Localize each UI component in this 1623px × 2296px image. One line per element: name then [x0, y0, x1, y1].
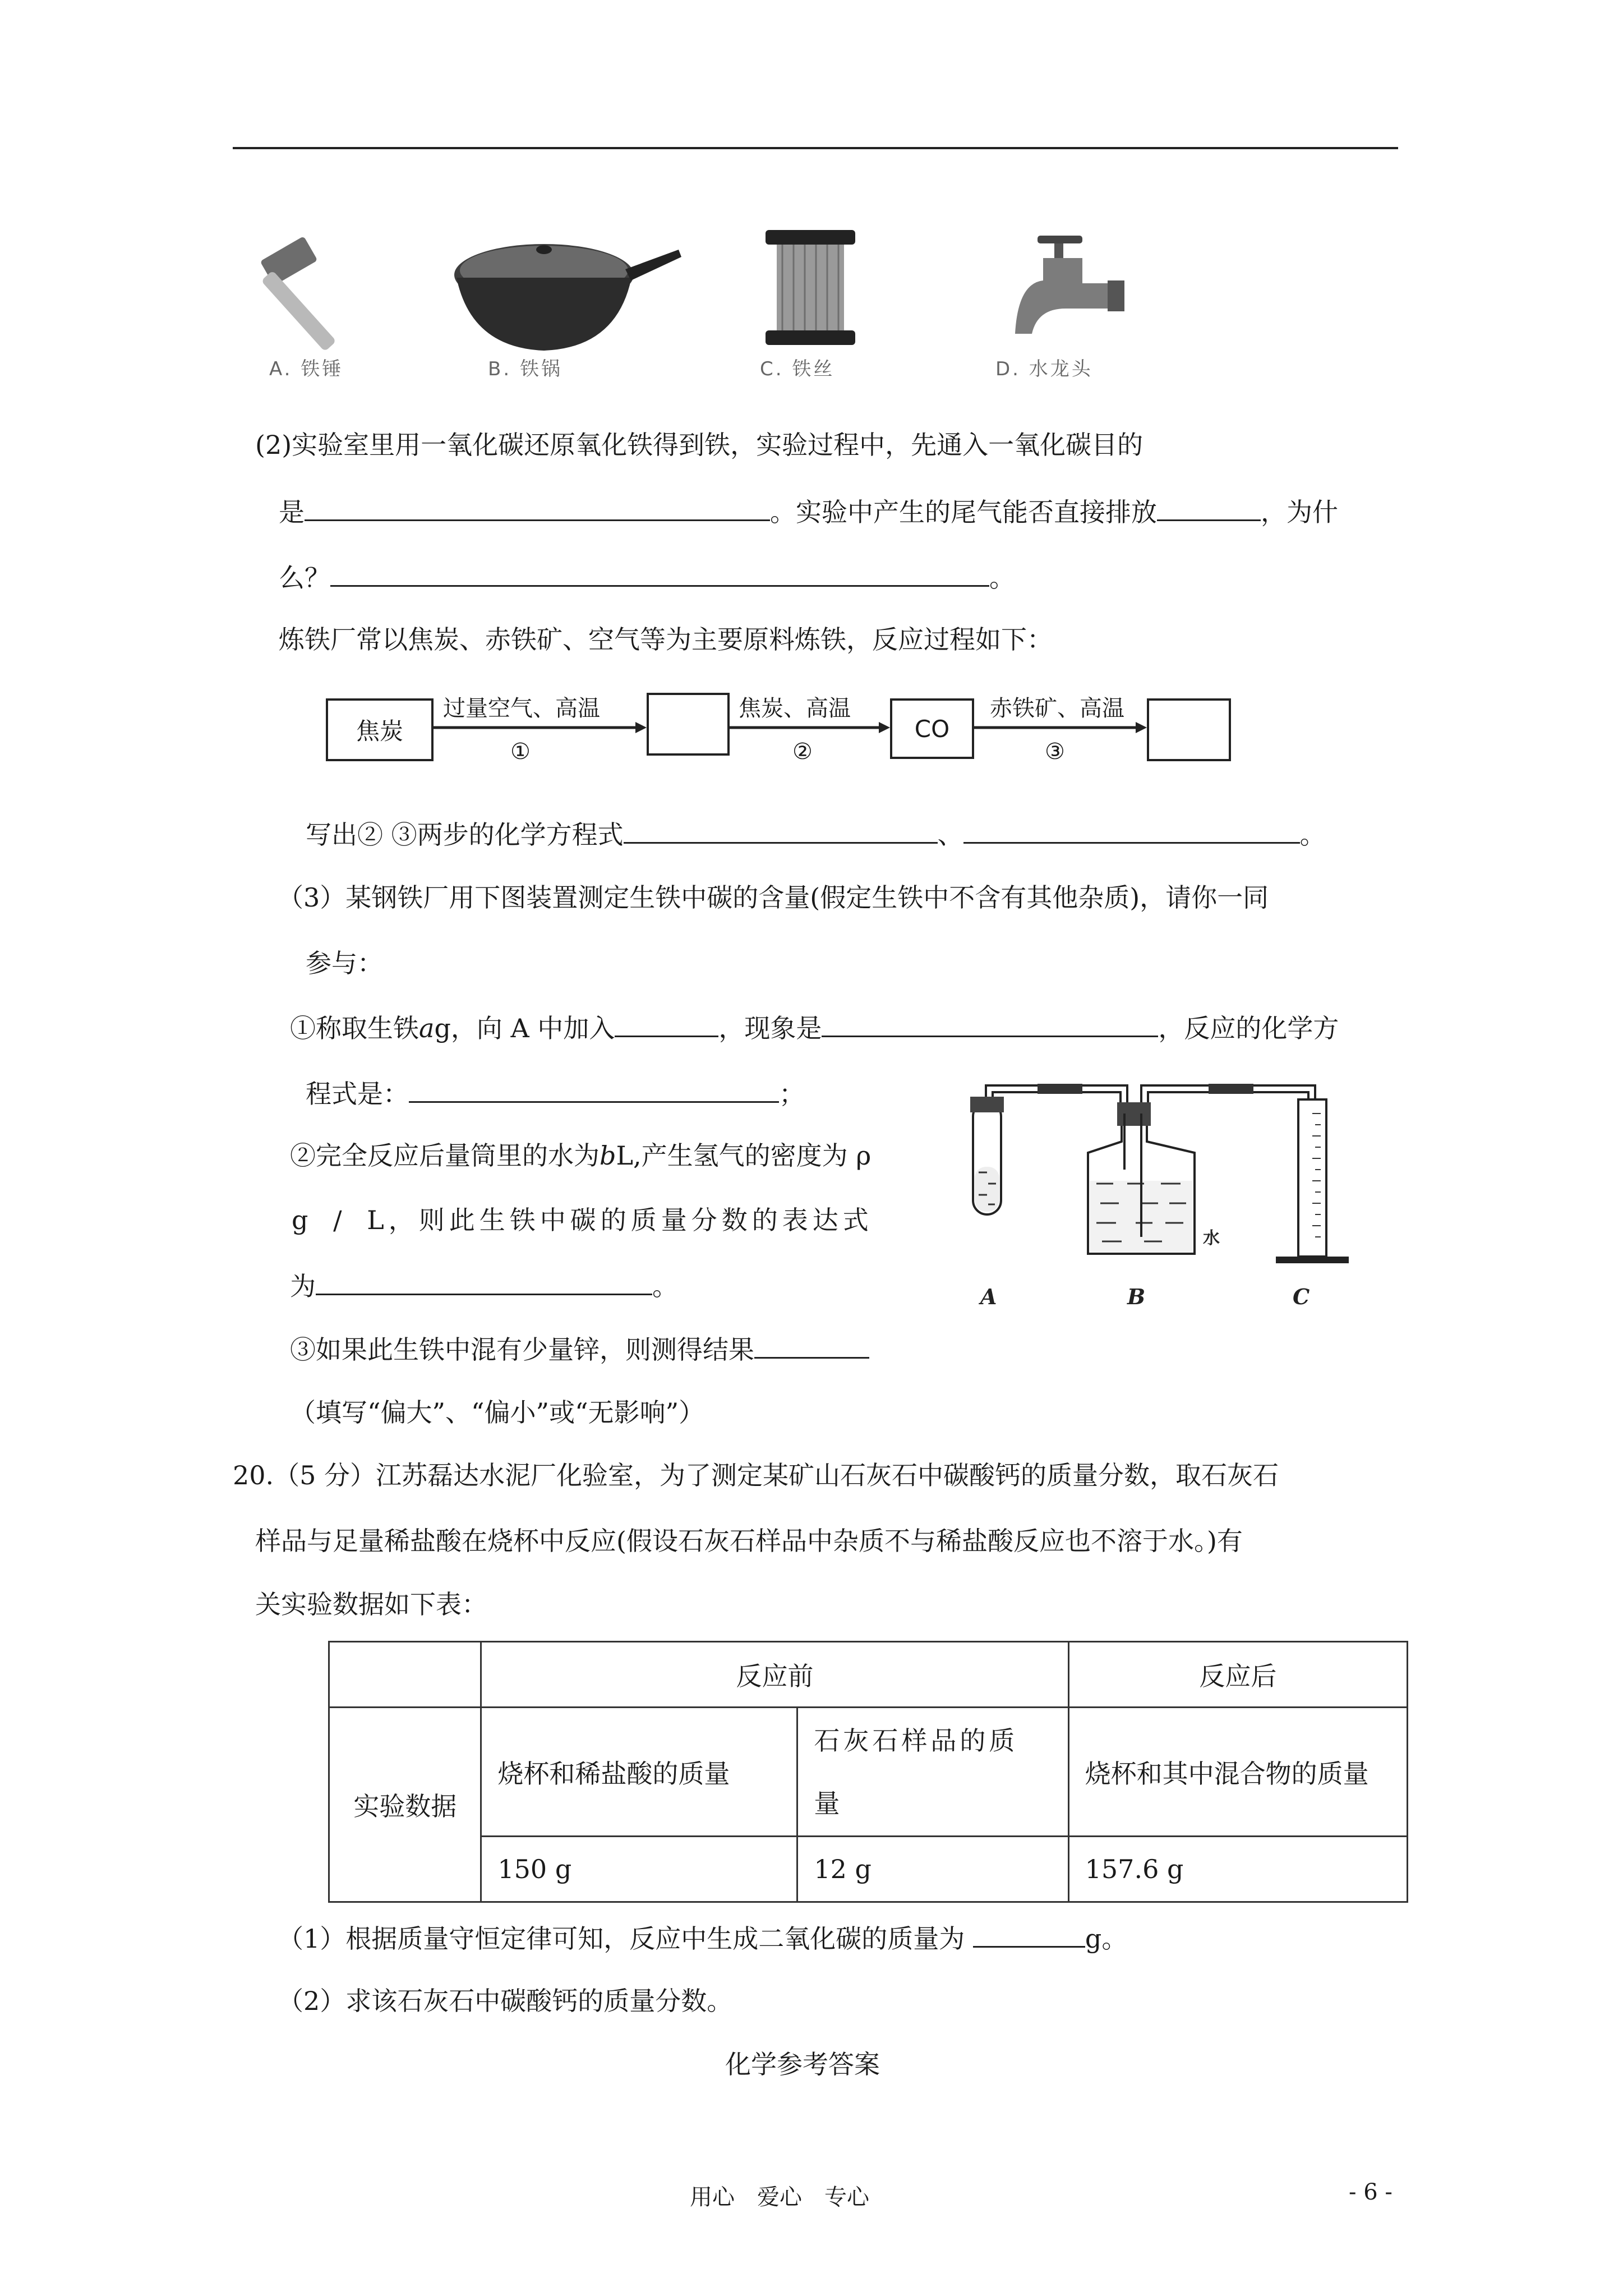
flow-box-co: CO	[890, 698, 974, 759]
q2-line3-a: 么？	[279, 563, 330, 593]
q2-write-b: 、	[937, 820, 963, 850]
table-header-after: 反应后	[1068, 1642, 1407, 1708]
blank-phenomenon[interactable]	[822, 1010, 1158, 1037]
q3-step1-equation	[306, 1075, 805, 1111]
q3-s2-line3-b: 。	[652, 1271, 678, 1301]
q3-step2-line3	[290, 1268, 678, 1303]
image-caption-b: B. 铁锅	[488, 358, 562, 380]
flow-step3: ③	[1045, 739, 1065, 765]
table-col3-header: 烧杯和其中混合物的质量	[1068, 1708, 1407, 1837]
q2-line1: (2)实验室里用一氧化碳还原氧化铁得到铁，实验过程中，先通入一氧化碳目的	[255, 430, 1144, 460]
var-a: a	[419, 1013, 435, 1043]
table-header-before: 反应前	[481, 1642, 1068, 1708]
flow-arrow1-label: 过量空气、高温	[443, 696, 600, 721]
flow-box-coke: 焦炭	[326, 698, 434, 761]
q3-s1-c: ，现象是	[718, 1013, 822, 1043]
apparatus-diagram	[953, 1069, 1380, 1327]
q2-line2-a: 是	[279, 497, 305, 527]
q20-sub1-a: （1）根据质量守恒定律可知，反应中生成二氧化碳的质量为	[278, 1924, 965, 1954]
flow-step2: ②	[792, 739, 813, 765]
experiment-data-table	[328, 1641, 1408, 1903]
wire-spool-image	[763, 227, 858, 348]
wok-image	[449, 224, 684, 359]
table-col2-header	[797, 1708, 1068, 1837]
var-b: b	[600, 1140, 616, 1171]
blank-emission[interactable]	[1157, 494, 1261, 521]
q20-line3: 关实验数据如下表：	[255, 1589, 487, 1619]
q2-write-a: 写出② ③两步的化学方程式	[306, 820, 624, 850]
apparatus-label-a: A	[980, 1284, 997, 1309]
q20-line2: 样品与足量稀盐酸在烧杯中反应(假设石灰石样品中杂质不与稀盐酸反应也不溶于水。)有	[255, 1526, 1243, 1556]
table-value-1: 150 g	[481, 1837, 797, 1902]
image-caption-a: A. 铁锤	[269, 358, 344, 380]
q3-line2: 参与：	[306, 948, 383, 978]
q3-step2-line2: g / L，则此生铁中碳的质量分数的表达式	[292, 1205, 873, 1235]
flow-arrow2-label: 焦炭、高温	[739, 696, 851, 721]
q20-sub2: （2）求该石灰石中碳酸钙的质量分数。	[278, 1986, 733, 2016]
blank-reaction-equation[interactable]	[409, 1075, 779, 1103]
faucet-image	[998, 230, 1127, 348]
q3-s3: ③如果此生铁中混有少量锌，则测得结果	[290, 1335, 754, 1365]
q3-step2-line1	[290, 1139, 871, 1172]
header-rule	[233, 147, 1398, 149]
page-number: - 6 -	[1349, 2179, 1393, 2205]
q3-s1-a: ①称取生铁	[290, 1013, 419, 1043]
q20-line1: 20.（5 分）江苏磊达水泥厂化验室，为了测定某矿山石灰石中碳酸钙的质量分数，取石灰石	[233, 1460, 1279, 1490]
q3-s1e: 程式是：	[306, 1079, 409, 1109]
q2-write-c: 。	[1299, 820, 1326, 850]
footer-center: 用心 爱心 专心	[690, 2184, 869, 2210]
q2-line3-b: 。	[989, 563, 1015, 593]
hammer-image	[247, 224, 393, 353]
q2-write-equations	[306, 816, 1326, 852]
blank-carbon-expression[interactable]	[316, 1268, 652, 1295]
table-corner-cell	[329, 1642, 481, 1708]
q3-s1-d: ，反应的化学方	[1158, 1013, 1339, 1043]
blank-equation-3[interactable]	[963, 816, 1300, 844]
table-col2-a: 石灰石样品的质	[814, 1725, 1018, 1756]
blank-equation-2[interactable]	[624, 816, 938, 844]
q3-line1: （3）某钢铁厂用下图装置测定生铁中碳的含量(假定生铁中不含有其他杂质)，请你一同	[278, 882, 1269, 913]
q2-intro: 炼铁厂常以焦炭、赤铁矿、空气等为主要原料炼铁，反应过程如下：	[279, 624, 1053, 655]
image-caption-d: D. 水龙头	[995, 358, 1093, 380]
q20-sub1-b: g。	[1085, 1924, 1128, 1954]
flow-step1: ①	[510, 739, 531, 765]
flow-arrow3-label: 赤铁矿、高温	[990, 696, 1124, 721]
image-caption-c: C. 铁丝	[760, 358, 835, 380]
blank-reason[interactable]	[330, 559, 989, 587]
q20-sub1	[278, 1920, 1127, 1955]
q3-step3	[290, 1331, 869, 1366]
answer-title: 化学参考答案	[725, 2049, 880, 2079]
q3-s1-b: g，向 A 中加入	[434, 1013, 615, 1043]
q2-line2	[279, 494, 1338, 529]
q3-s2-a: ②完全反应后量筒里的水为	[290, 1140, 600, 1171]
apparatus-label-c: C	[1293, 1284, 1310, 1309]
table-col2-b: 量	[814, 1788, 840, 1819]
q2-line3	[279, 559, 1015, 595]
blank-add-substance[interactable]	[615, 1010, 718, 1037]
blank-co2-mass[interactable]	[973, 1920, 1085, 1948]
table-value-3: 157.6 g	[1068, 1837, 1407, 1902]
q3-step3-note: （填写“偏大”、“偏小”或“无影响”）	[290, 1397, 705, 1428]
q2-line2-b: 。实验中产生的尾气能否直接排放	[770, 497, 1157, 527]
blank-zinc-effect[interactable]	[754, 1331, 869, 1359]
table-value-2: 12 g	[797, 1837, 1068, 1902]
apparatus-label-b: B	[1127, 1284, 1146, 1309]
q2-line2-c: ，为什	[1261, 497, 1338, 527]
table-row-label: 实验数据	[329, 1708, 481, 1902]
water-label: 水	[1203, 1228, 1220, 1248]
flow-diagram	[322, 687, 1248, 777]
q3-step1	[290, 1010, 1339, 1045]
blank-purpose[interactable]	[305, 494, 770, 521]
q3-s2-b: L,产生氢气的密度为 ρ	[616, 1140, 872, 1171]
q3-s1f: ；	[779, 1079, 805, 1109]
q3-s2-line3-a: 为	[290, 1271, 316, 1301]
table-col1-header: 烧杯和稀盐酸的质量	[481, 1708, 797, 1837]
